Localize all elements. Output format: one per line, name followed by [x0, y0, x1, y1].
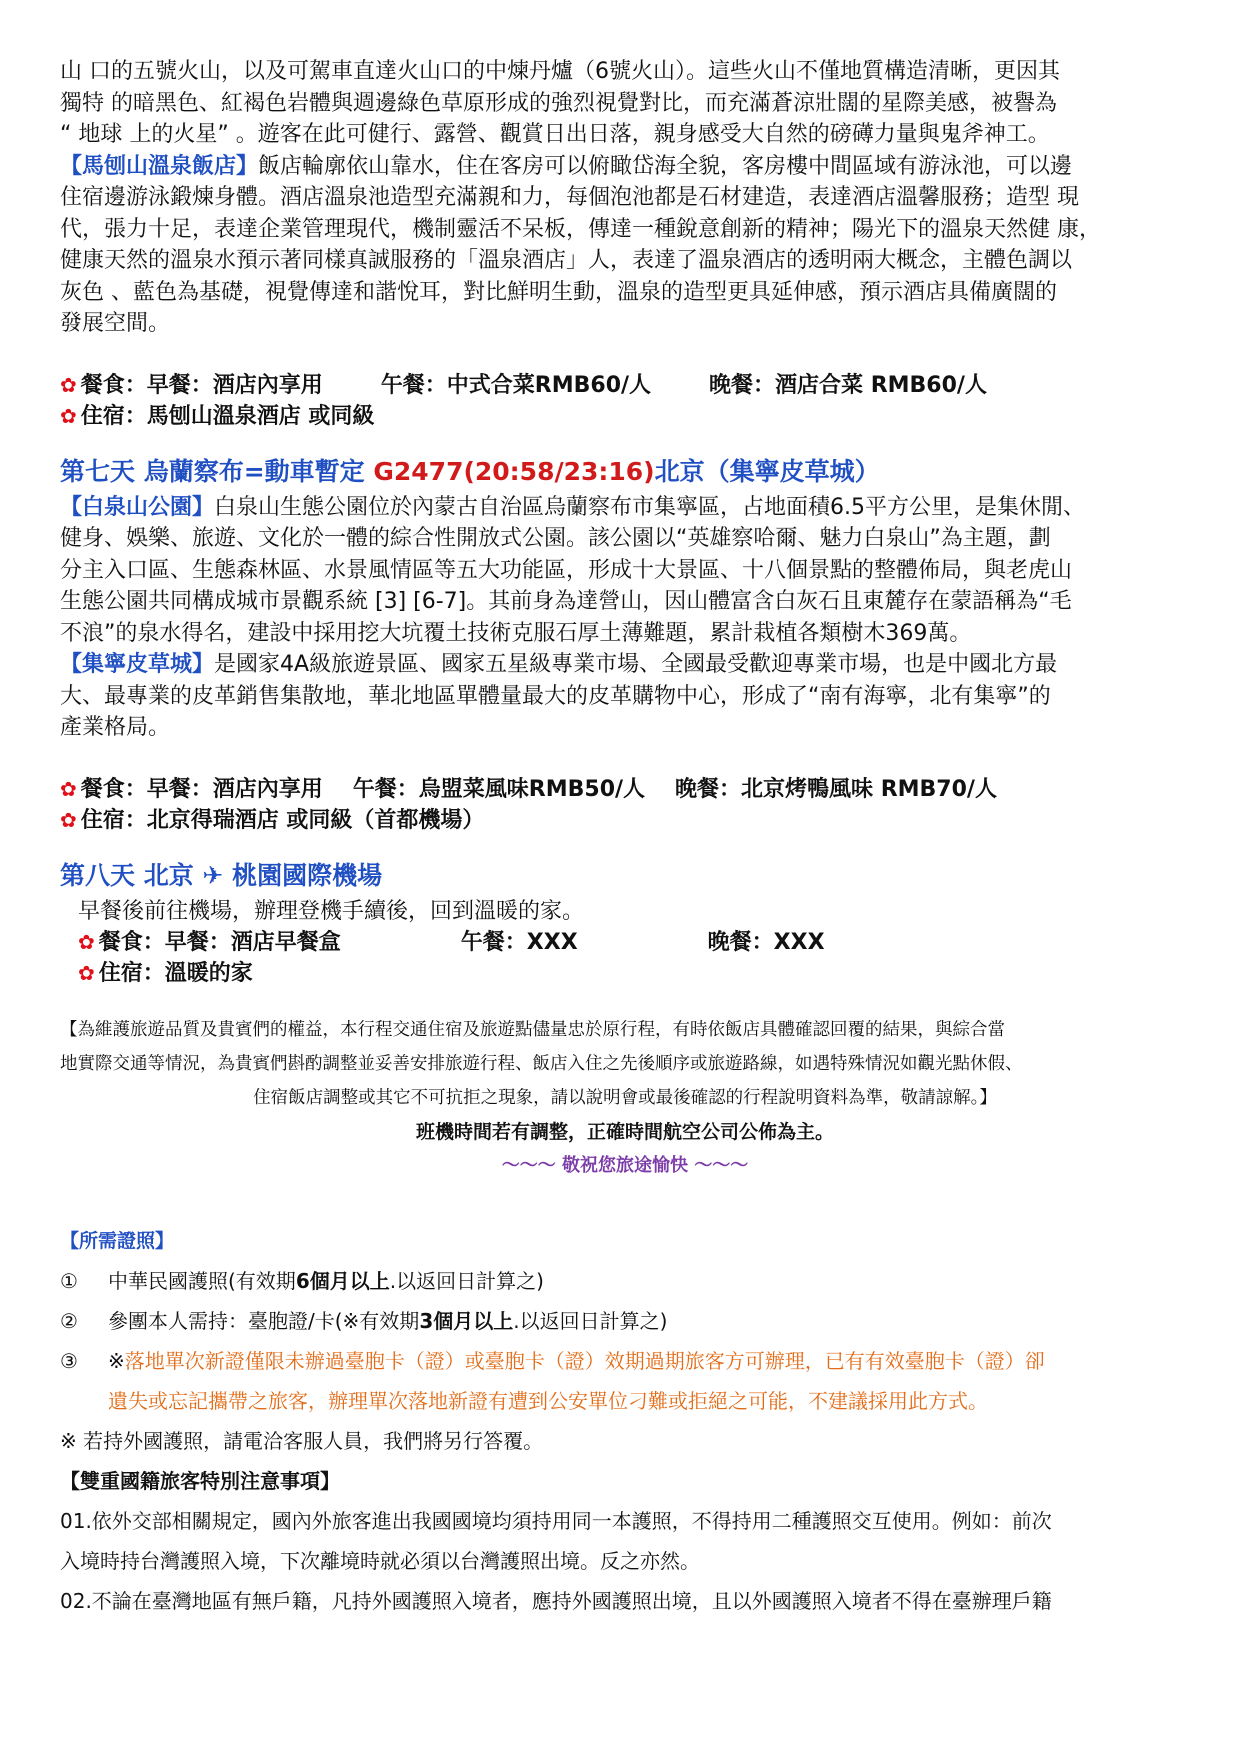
document-item-2	[60, 1301, 1190, 1341]
document-item-1	[60, 1261, 1190, 1301]
flower-icon: ✿	[60, 403, 77, 428]
text-line: 大、最專業的皮革銷售集散地，華北地區單體量最大的皮革購物中心，形成了“南有海寧，北有集寧”的	[60, 683, 1051, 709]
foreign-passport-note: ※ 若持外國護照，請電洽客服人員，我們將另行答覆。	[60, 1429, 544, 1453]
text-line: 產業格局。	[60, 715, 171, 740]
text-line: 灰色 、藍色為基礎，視覺傳達和諧悅耳，對比鮮明生動，溫泉的造型更具延伸感，預示酒店具備廣闊的	[60, 279, 1057, 305]
item-text: .以返回日計算之)	[389, 1269, 544, 1293]
meal-lunch: 午餐：中式合菜RMB60/人	[380, 372, 652, 398]
dual-nationality-line: 01.依外交部相關規定，國內外旅客進出我國國境均須持用同一本護照，不得持用二種護照交互使用。例如：前次	[60, 1509, 1052, 1533]
hotel-description	[60, 151, 1190, 340]
day8-description: 早餐後前往機場，辦理登機手續後，回到溫暖的家。	[78, 898, 585, 924]
fur-city-description	[60, 649, 1190, 744]
meal-breakfast: 餐食：早餐：酒店早餐盒	[98, 930, 341, 955]
text-line: 不浪”的泉水得名，建設中採用挖大坑覆土技術克服石厚土薄難題，累計栽植各類樹木369萬。	[60, 620, 972, 646]
item-warning: 落地單次新證僅限未辦過臺胞卡（證）或臺胞卡（證）效期過期旅客方可辦理，已有有效臺胞卡（證）卻	[124, 1349, 1045, 1373]
dual-nationality-title: 【雙重國籍旅客特別注意事項】	[60, 1469, 340, 1493]
document-item-3	[60, 1341, 1190, 1381]
text-line: 生態公園共同構成城市景觀系統 [3] [6-7]。其前身為達營山，因山體富含白灰石且東麓存在蒙語稱為“毛	[60, 589, 1072, 614]
item-mark: ※	[108, 1349, 125, 1373]
item-emphasis: 3個月以上	[419, 1309, 514, 1333]
day6-lodging	[60, 401, 1190, 432]
day-destination: 桃園國際機場	[223, 860, 383, 890]
text-line: 山 口的五號火山，以及可駕車直達火山口的中煉丹爐（6號火山）。這些火山不僅地質構造清晰，更因其	[60, 59, 1060, 84]
item-number: ①	[60, 1269, 78, 1293]
day-title: 第七天 烏蘭察布=動車暫定	[60, 456, 374, 486]
meal-breakfast: 餐食：早餐：酒店內享用	[80, 372, 323, 398]
lodging-text: 住宿：溫暖的家	[98, 961, 253, 986]
plane-icon: ✈	[202, 860, 224, 890]
fur-city-title: 【集寧皮草城】	[60, 652, 215, 677]
lodging-text: 住宿：北京得瑞酒店 或同級（首都機場）	[80, 807, 485, 833]
meal-breakfast: 餐食：早餐：酒店內享用	[80, 776, 323, 802]
day8-lodging	[78, 958, 1190, 989]
flower-icon: ✿	[60, 807, 77, 832]
itinerary-page	[60, 56, 1190, 1621]
text-line: 是國家4A級旅遊景區、國家五星級專業市場、全國最受歡迎專業市場，也是中國北方最	[214, 652, 1058, 677]
day-destination: 北京（集寧皮草城）	[654, 456, 880, 486]
park-description	[60, 492, 1190, 650]
text-line: 獨特 的暗黑色、紅褐色岩體與週邊綠色草原形成的強烈視覺對比，而充滿蒼涼壯闊的星際美感，被譽為	[60, 90, 1057, 116]
text-line: 代，張力十足，表達企業管理現代，機制靈活不呆板，傳達一種銳意創新的精神；陽光下的溫泉天然健 康，	[60, 216, 1101, 242]
day7-meals	[60, 774, 1190, 805]
item-text: 中華民國護照(有效期	[108, 1269, 296, 1293]
park-title: 【白泉山公園】	[60, 494, 215, 520]
dual-nationality-line: 入境時持台灣護照入境，下次離境時就必須以台灣護照出境。反之亦然。	[60, 1549, 700, 1573]
flower-icon: ✿	[60, 372, 77, 397]
dual-nationality-line: 02.不論在臺灣地區有無戶籍，凡持外國護照入境者，應持外國護照出境，且以外國護照入境者不得在臺辦理戶籍	[60, 1589, 1052, 1613]
hotel-title: 【馬刨山溫泉飯店】	[60, 153, 259, 179]
item-number: ②	[60, 1309, 78, 1333]
text-line: 白泉山生態公園位於內蒙古自治區烏蘭察布市集寧區，占地面積6.5平方公里，是集休閒、	[214, 494, 1086, 520]
notice-line: 住宿飯店調整或其它不可抗拒之現象，請以說明會或最後確認的行程說明資料為準，敬請諒解。】	[253, 1088, 997, 1108]
item-number: ③	[60, 1349, 78, 1373]
text-line: 住宿邊游泳鍛煉身體。酒店溫泉池造型充滿親和力，每個泡池都是石材建造，表達酒店溫馨服務；造型 現	[60, 185, 1079, 210]
day-title: 第八天 北京	[60, 860, 203, 890]
item-text: 參團本人需持：臺胞證/卡(※有效期	[108, 1309, 420, 1333]
item-emphasis: 6個月以上	[295, 1269, 390, 1293]
flower-icon: ✿	[78, 961, 95, 985]
travel-wish: ～～～ 敬祝您旅途愉快 ～～～	[501, 1155, 749, 1176]
item-text: .以返回日計算之)	[513, 1309, 668, 1333]
text-line: 健身、娛樂、旅遊、文化於一體的綜合性開放式公園。該公園以“英雄察哈爾、魅力白泉山”為主題，劃	[60, 526, 1051, 551]
meal-lunch: 午餐：XXX	[460, 930, 578, 955]
notice-line: 地實際交通等情況，為貴賓們斟酌調整並妥善安排旅遊行程、飯店入住之先後順序或旅遊路線，如遇特殊情況如觀光點休假、	[60, 1054, 1023, 1074]
required-documents	[60, 1221, 1190, 1621]
text-line: 健康天然的溫泉水預示著同樣真誠服務的「溫泉酒店」人，表達了溫泉酒店的透明兩大概念，主體色調以	[60, 248, 1073, 273]
meal-dinner: 晚餐：XXX	[707, 930, 825, 955]
flower-icon: ✿	[60, 776, 77, 801]
day8-meals	[78, 927, 1190, 958]
flight-time-note: 班機時間若有調整，正確時間航空公司公佈為主。	[415, 1121, 834, 1143]
day6-intro	[60, 56, 1190, 151]
item-warning: 遺失或忘記攜帶之旅客，辦理單次落地新證有遭到公安單位刁難或拒絕之可能，不建議採用此方式。	[108, 1389, 988, 1413]
itinerary-notice	[60, 1013, 1190, 1115]
meal-lunch: 午餐：烏盟菜風味RMB50/人	[352, 776, 646, 802]
day7-lodging	[60, 805, 1190, 836]
day8-heading	[60, 858, 1190, 894]
day6-meals	[60, 370, 1190, 401]
flower-icon: ✿	[78, 930, 95, 954]
day7-heading	[60, 454, 1190, 490]
meal-dinner: 晚餐：北京烤鴨風味 RMB70/人	[675, 776, 997, 802]
lodging-text: 住宿：馬刨山溫泉酒店 或同級	[80, 403, 375, 429]
text-line: “ 地球 上的火星” 。遊客在此可健行、露營、觀賞日出日落，親身感受大自然的磅礡力量與鬼斧神工。	[60, 122, 1050, 147]
text-line: 分主入口區、生態森林區、水景風情區等五大功能區，形成十大景區、十八個景點的整體佈局，與老虎山	[60, 557, 1073, 583]
meal-dinner: 晚餐：酒店合菜 RMB60/人	[709, 372, 987, 398]
notice-line: 【為維護旅遊品質及貴賓們的權益，本行程交通住宿及旅遊點儘量忠於原行程，有時依飯店具體確認回覆的結果，與綜合當	[60, 1020, 1005, 1040]
documents-title: 【所需證照】	[60, 1230, 175, 1252]
text-line: 飯店輪廓依山靠水，住在客房可以俯瞰岱海全貌，客房樓中間區域有游泳池，可以邊	[258, 153, 1073, 179]
text-line: 發展空間。	[60, 311, 171, 336]
train-number: G2477(20:58/23:16)	[373, 456, 655, 486]
